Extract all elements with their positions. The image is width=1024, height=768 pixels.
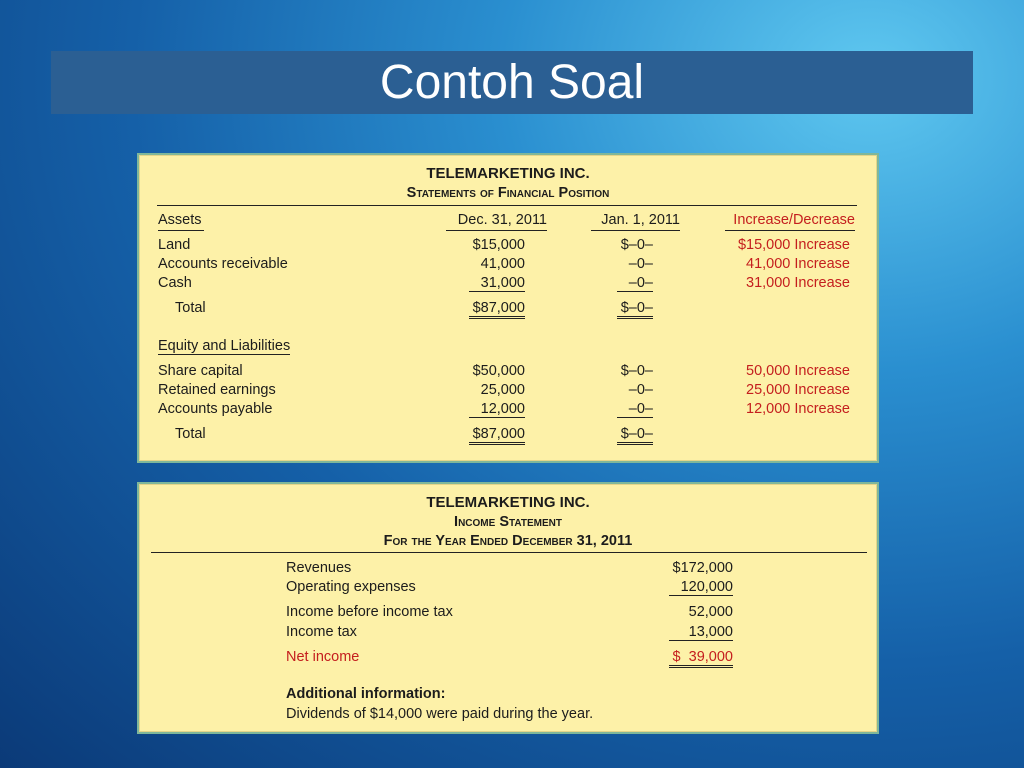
bs-equity-total-jan: $–0– <box>617 426 653 445</box>
bs-assets-total-jan: $–0– <box>617 300 653 319</box>
table-row-dec: 41,000 <box>480 256 525 272</box>
bs-col-rule-dec <box>446 230 547 231</box>
bs-col-assets: Assets <box>158 212 202 228</box>
bs-equity-heading: Equity and Liabilities <box>158 338 291 354</box>
bs-assets-total-label: Total <box>175 300 206 316</box>
is-additional-heading: Additional information: <box>286 686 446 702</box>
is-opex-value: 120,000 <box>669 579 733 596</box>
table-row-dec: 31,000 <box>469 275 525 292</box>
table-row-change: 31,000 Increase <box>746 275 850 291</box>
is-revenues-label: Revenues <box>286 560 352 576</box>
table-row-jan: –0– <box>628 256 653 272</box>
table-row-jan: $–0– <box>620 237 653 253</box>
bs-col-rule-change <box>725 230 855 231</box>
balance-sheet-panel <box>137 153 879 463</box>
slide-title-bar <box>51 51 973 114</box>
is-net-income-value: $ 39,000 <box>669 649 733 668</box>
is-net-income-label: Net income <box>286 649 360 665</box>
table-row-label: Accounts payable <box>158 401 273 417</box>
bs-header-rule <box>157 205 857 206</box>
is-header-rule <box>151 552 867 553</box>
bs-col-rule-assets <box>158 230 204 231</box>
table-row-change: 25,000 Increase <box>746 382 850 398</box>
table-row-label: Accounts receivable <box>158 256 288 272</box>
is-company: TELEMARKETING INC. <box>426 494 590 511</box>
is-revenues-value: $172,000 <box>672 560 733 576</box>
bs-equity-total-dec: $87,000 <box>469 426 525 445</box>
slide-title: Contoh Soal <box>379 56 645 109</box>
table-row-change: 41,000 Increase <box>746 256 850 272</box>
table-row-dec: $50,000 <box>472 363 525 379</box>
bs-col-rule-jan <box>591 230 680 231</box>
is-tax-value: 13,000 <box>669 624 733 641</box>
bs-equity-total-label: Total <box>175 426 206 442</box>
bs-assets-total-dec: $87,000 <box>469 300 525 319</box>
table-row-label: Retained earnings <box>158 382 276 398</box>
table-row-jan: –0– <box>617 401 653 418</box>
is-opex-label: Operating expenses <box>286 579 416 595</box>
bs-col-jan: Jan. 1, 2011 <box>601 212 680 228</box>
table-row-label: Cash <box>158 275 192 291</box>
is-additional-text: Dividends of $14,000 were paid during the year. <box>286 706 594 722</box>
table-row-dec: 12,000 <box>469 401 525 418</box>
income-statement-panel <box>137 482 879 734</box>
table-row-label: Share capital <box>158 363 243 379</box>
table-row-dec: $15,000 <box>472 237 525 253</box>
is-tax-label: Income tax <box>286 624 357 640</box>
bs-col-dec: Dec. 31, 2011 <box>457 212 547 228</box>
table-row-label: Land <box>158 237 191 253</box>
table-row-jan: –0– <box>617 275 653 292</box>
table-row-dec: 25,000 <box>480 382 525 398</box>
table-row-jan: $–0– <box>620 363 653 379</box>
table-row-jan: –0– <box>628 382 653 398</box>
is-ibt-value: 52,000 <box>688 604 733 620</box>
bs-statement-title: Statements of Financial Position <box>406 185 610 201</box>
table-row-change: 50,000 Increase <box>746 363 850 379</box>
is-ibt-label: Income before income tax <box>286 604 453 620</box>
table-row-change: 12,000 Increase <box>746 401 850 417</box>
is-statement-title: Income Statement <box>454 514 562 530</box>
bs-company: TELEMARKETING INC. <box>426 165 590 182</box>
is-period: For the Year Ended December 31, 2011 <box>383 533 633 549</box>
table-row-change: $15,000 Increase <box>737 237 850 253</box>
bs-col-change: Increase/Decrease <box>733 212 855 228</box>
